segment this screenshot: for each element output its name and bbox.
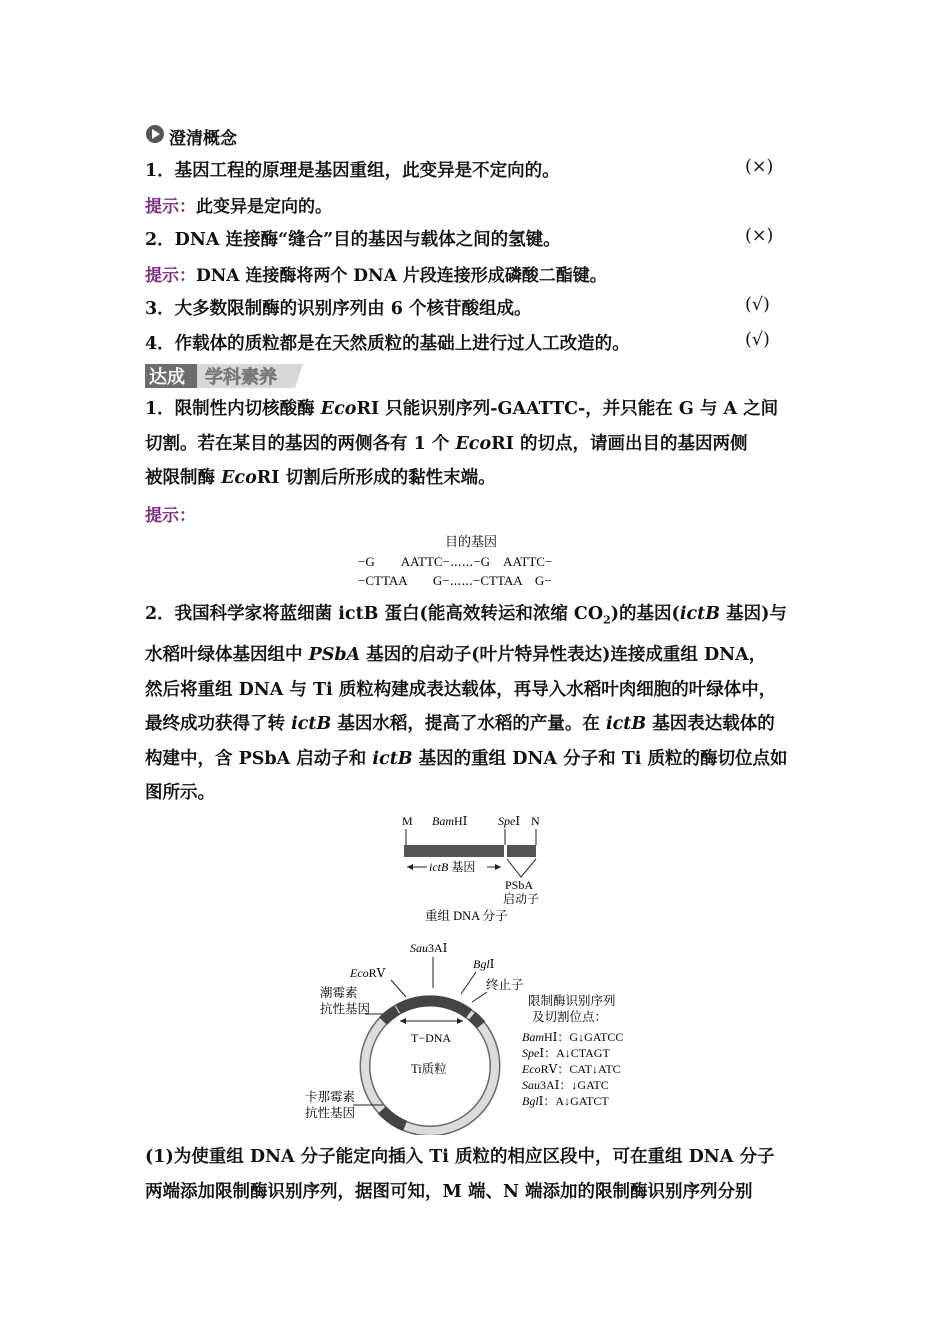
hint-label: 提示： [145,266,196,286]
legend-title-2: 及切割位点： [532,1010,608,1024]
hint-1 [145,192,332,217]
legend-title-1: 限制酶识别序列 [528,994,616,1008]
banner-text-b: 学科素养 [205,367,277,387]
hint-label: 提示： [145,506,196,526]
label-hyg-2: 抗性基因 [320,1002,371,1016]
banner-text-a: 达成 [149,367,185,387]
label-bamhi: BamHⅠ [432,814,468,828]
t-dna-label: T−DNA [411,1031,452,1045]
label-N: N [531,814,540,828]
recombinant-dna-diagram [402,814,540,923]
question-2 [145,597,815,811]
enzyme-name: Eco [320,399,357,419]
legend-sau3a: Sau3AⅠ：↓GATC [522,1078,609,1092]
sticky-end-bottom-strand: −CTTAA G−⋯⋯−CTTAA G− [358,573,552,588]
ictb-gene-block [404,845,504,857]
enzyme-name: Eco [455,433,492,454]
label-kan-1: 卡那霉素 [305,1090,356,1104]
q2-1-line-1: (1)为使重组 DNA 分子能定向插入 Ti 质粒的相应区段中，可在重组 DNA 分子 [145,1147,775,1167]
subscript: 2 [603,613,611,627]
legend-bgl: BglⅠ：A↓GATCT [522,1094,609,1108]
label-terminator: 终止子 [486,978,524,992]
hyg-resistance-gene [383,1010,397,1021]
statement-3: 3．大多数限制酶的识别序列由 6 个核苷酸组成。 [145,299,532,319]
sticky-end-top-strand: −G AATTC−⋯⋯−G AATTC− [358,554,553,569]
q1-text: 被限制酶 [145,468,222,488]
gene-name: ictB [679,604,720,624]
label-bgl: BglⅠ [473,957,495,971]
kan-resistance-gene [382,1110,405,1126]
legend-bamhi: BamHⅠ：G↓GATCC [522,1030,624,1044]
ictb-gene-label: ictB 基因 [429,860,476,874]
q1-text: RⅠ 切割后所形成的黏性末端。 [256,468,496,488]
psba-promoter-block [507,845,536,857]
gene-name: PSbA [308,645,361,665]
label-spei: SpeⅠ [498,814,521,828]
statement-2: 2．DNA 连接酶“缝合”目的基因与载体之间的氢键。 [145,230,561,250]
hint-text: 此变异是定向的。 [196,197,332,217]
hint-2 [145,261,607,286]
label-kan-2: 抗性基因 [305,1106,356,1120]
legend-ecorv: EcoRⅤ：CAT↓ATC [522,1062,621,1076]
q2-text: 最终成功获得了转 [145,714,292,734]
q2-text: 基因水稻，提高了水稻的产量。在 [331,714,606,734]
site-arrow-ecorv [391,980,406,997]
legend-spei: SpeⅠ：A↓CTAGT [522,1046,610,1060]
terminator-pointer [472,992,487,1002]
q2-text: 图所示。 [145,783,215,803]
q2-text: 基因的启动子(叶片特异性表达)连接成重组 DNA， [360,645,767,665]
q2-text: 基因)与 [720,604,787,624]
q2-text: 然后将重组 DNA 与 Ti 质粒构建成表达载体，再导入水稻叶肉细胞的叶绿体中， [145,679,777,700]
gene-name: ictB [605,714,647,734]
promoter-pointer [507,859,536,877]
section-title: 澄清概念 [169,129,237,149]
q2-text: )的基因( [610,604,680,624]
figure-title: 目的基因 [445,534,498,549]
q2-text: 基因表达载体的 [646,714,775,734]
section-banner [145,364,303,388]
q2-text: 构建中，含 PSbA 启动子和 [145,748,373,769]
q1-text: RⅠ 的切点，请画出目的基因两侧 [491,433,748,454]
sticky-ends-figure [350,530,600,592]
psba-label: PSbA [505,878,534,892]
q1-hint [145,501,196,526]
judgment-mark-2: (×) [745,226,774,246]
q2-text: 2．我国科学家将蓝细菌 ictB 蛋白(能高效转运和浓缩 CO [145,604,604,624]
q1-text: 切割。若在某目的基因的两侧各有 1 个 [145,433,456,454]
statement-1: 1．基因工程的原理是基因重组，此变异是不定向的。 [145,161,560,181]
label-sau3a: Sau3AⅠ [410,941,448,955]
gene-name: ictB [291,714,332,734]
q1-text: RⅠ 只能识别序列-GAATTC-，并只能在 G 与 A 之间 [356,399,779,419]
q2-text: 基因的重组 DNA 分子和 Ti 质粒的酶切位点如 [412,748,788,769]
question-2-part-1 [145,1140,815,1209]
judgment-mark-1: (×) [745,157,774,177]
label-ecorv: EcoRⅤ [350,966,386,980]
enzyme-name: Eco [221,468,257,488]
label-M: M [402,814,413,828]
statement-4: 4．作载体的质粒都是在天然质粒的基础上进行过人工改造的。 [145,334,630,354]
hint-label: 提示： [145,197,196,217]
ti-plasmid-diagram [305,941,623,1131]
plasmid-figure [295,805,655,1135]
q2-text: 水稻叶绿体基因组中 [145,645,309,665]
q2-1-line-2: 两端添加限制酶识别序列，据图可知，M 端、N 端添加的限制酶识别序列分别 [145,1181,753,1202]
hint-text: DNA 连接酶将两个 DNA 片段连接形成磷酸二酯键。 [196,266,607,286]
section-heading [145,124,237,149]
q1-text: 1．限制性内切核酸酶 [145,399,321,419]
label-hyg-1: 潮霉素 [320,986,358,1000]
play-circle-icon [145,124,165,149]
gene-name: ictB [372,748,413,769]
ti-plasmid-label: Ti质粒 [411,1062,447,1076]
site-arrow-bgl [461,972,476,994]
question-1 [145,392,815,496]
t-dna-region [398,1001,469,1014]
recombinant-dna-caption: 重组 DNA 分子 [425,909,508,923]
promoter-label: 启动子 [503,892,540,906]
judgment-mark-3: (√) [745,295,770,315]
terminator-block [472,1016,481,1025]
judgment-mark-4: (√) [745,330,770,350]
